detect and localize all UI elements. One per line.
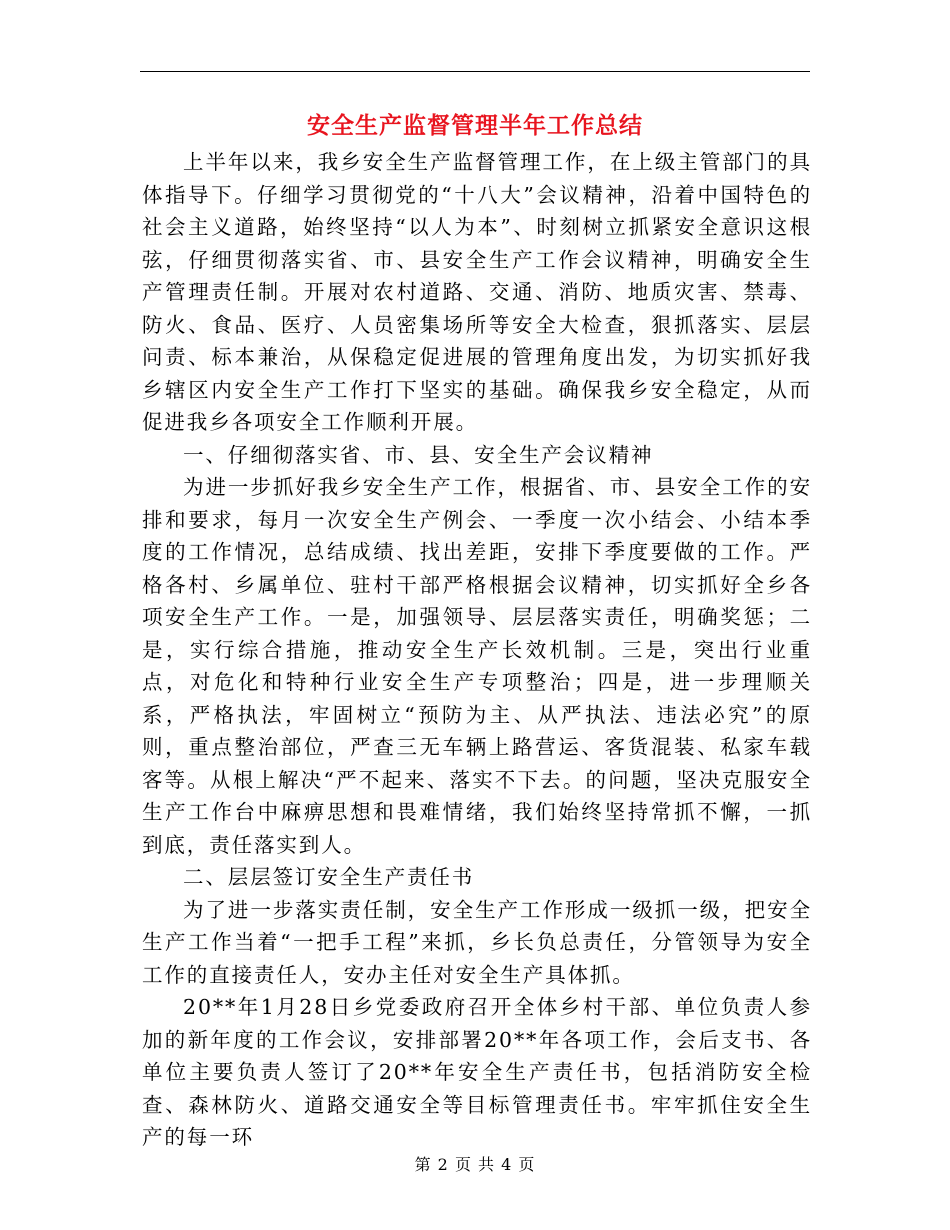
document-title: 安全生产监督管理半年工作总结	[307, 112, 643, 139]
intro-paragraph: 上半年以来，我乡安全生产监督管理工作，在上级主管部门的具体指导下。仔细学习贯彻党的“十八大”会议精神，沿着中国特色的社会主义道路，始终坚持“以人为本”、时刻树立抓紧安全意识这根弦，仔细贯彻落实省、市、县安全生产工作会议精神，明确安全生产管理责任制。开展对农村道路、交通、消防、地质灾害、禁毒、防火、食品、医疗、人员密集场所等安全大检查，狠抓落实、层层问责、标本兼治，从保稳定促进展的管理角度出发，为切实抓好我乡辖区内安全生产工作打下坚实的基础。确保我乡安全稳定，从而促进我乡各项安全工作顺利开展。	[142, 150, 812, 434]
section-1-paragraph: 为进一步抓好我乡安全生产工作，根据省、市、县安全工作的安排和要求，每月一次安全生产例会、一季度一次小结会、小结本季度的工作情况，总结成绩、找出差距，安排下季度要做的工作。严格各村、乡属单位、驻村干部严格根据会议精神，切实抓好全乡各项安全生产工作。一是，加强领导、层层落实责任，明确奖惩；二是，实行综合措施，推动安全生产长效机制。三是，突出行业重点，对危化和特种行业安全生产专项整治；四是，进一步理顺关系，严格执法，牢固树立“预防为主、从严执法、违法必究”的原则，重点整治部位，严查三无车辆上路营运、客货混装、私家车载客等。从根上解决“严不起来、落实不下去。的问题，坚决克服安全生产工作台中麻痹思想和畏难情绪，我们始终坚持常抓不懈，一抓到底，责任落实到人。	[142, 475, 812, 857]
section-heading-2: 二、层层签订安全生产责任书	[183, 865, 475, 889]
header-rule	[140, 71, 810, 72]
section-2-paragraph-1: 为了进一步落实责任制，安全生产工作形成一级抓一级，把安全生产工作当着“一把手工程”来抓，乡长负总责任，分管领导为安全工作的直接责任人，安办主任对安全生产具体抓。	[142, 897, 812, 987]
section-heading-1: 一、仔细彻落实省、市、县、安全生产会议精神	[183, 442, 654, 467]
page-number-footer: 第 2 页 共 4 页	[414, 1155, 536, 1174]
document-body	[142, 146, 812, 1154]
section-2-paragraph-2: 20**年1月28日乡党委政府召开全体乡村干部、单位负责人参加的新年度的工作会议，安排部署20**年各项工作，会后支书、各单位主要负责人签订了20**年安全生产责任书，包括消防安全检查、森林防火、道路交通安全等目标管理责任书。牢牢抓住安全生产的每一环	[142, 995, 812, 1149]
